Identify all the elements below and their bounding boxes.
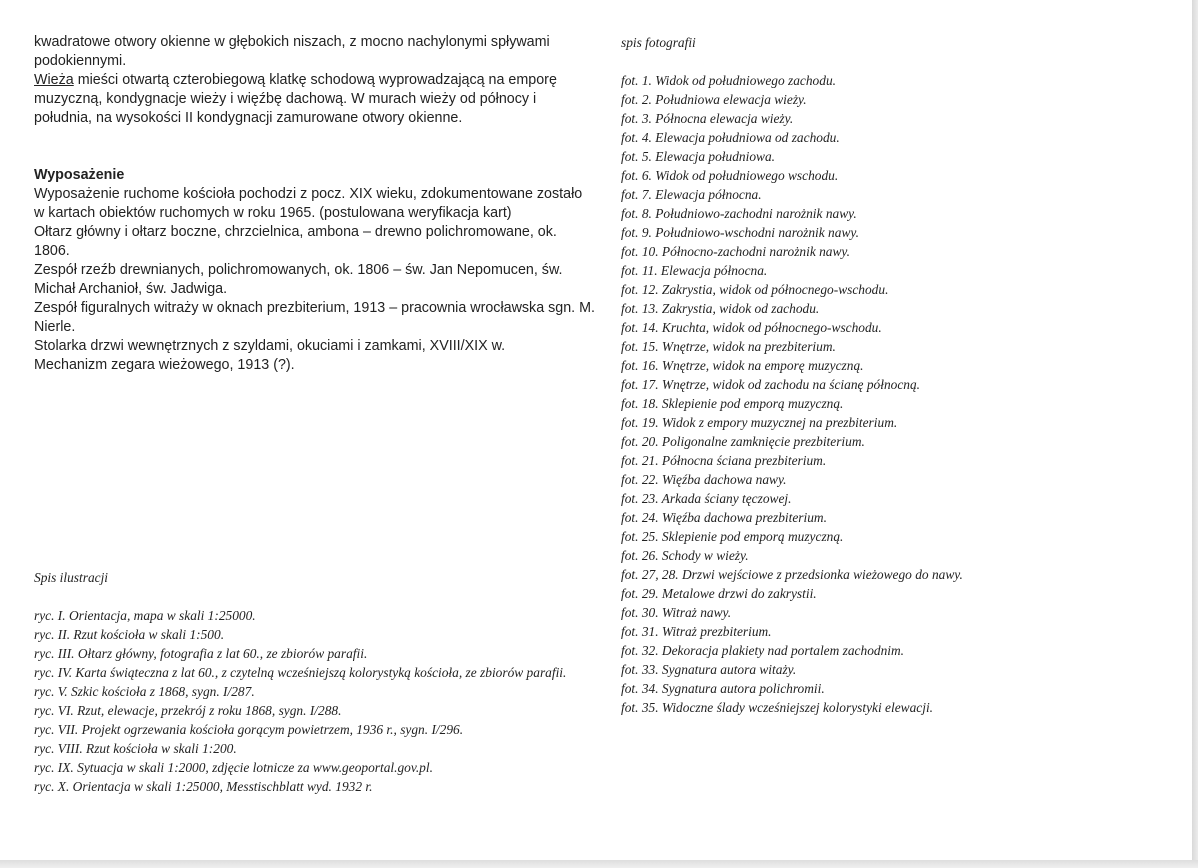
illustrations-list: [34, 568, 594, 796]
photo-item: fot. 18. Sklepienie pod emporą muzyczną.: [621, 396, 844, 411]
photo-item: fot. 33. Sygnatura autora witaży.: [621, 662, 797, 677]
illustration-item: ryc. II. Rzut kościoła w skali 1:500.: [34, 627, 225, 642]
tower-text: mieści otwartą czterobiegową klatkę schodową wyprowadzającą na emporę muzyczną, kondygnacje wieży i więźbę dachową. W murach wieży od północy i południa, na wysokości II kondygnacji zamurowane otwory okienne.: [34, 72, 557, 126]
photo-item: fot. 1. Widok od południowego zachodu.: [621, 73, 836, 88]
photo-item: fot. 5. Elewacja południowa.: [621, 149, 775, 164]
photo-item: fot. 20. Poligonalne zamknięcie prezbiterium.: [621, 434, 865, 449]
photo-item: fot. 23. Arkada ściany tęczowej.: [621, 491, 792, 506]
photo-item: fot. 21. Północna ściana prezbiterium.: [621, 453, 827, 468]
photo-item: fot. 30. Witraż nawy.: [621, 605, 732, 620]
windows-paragraph: kwadratowe otwory okienne w głębokich niszach, z mocno nachylonymi spływami podokiennymi.: [34, 34, 550, 69]
photo-item: fot. 12. Zakrystia, widok od północnego-wschodu.: [621, 282, 889, 297]
illustration-item: ryc. VI. Rzut, elewacje, przekrój z roku 1868, sygn. I/288.: [34, 703, 342, 718]
page-edge-bottom: [0, 860, 1198, 868]
photo-item: fot. 29. Metalowe drzwi do zakrystii.: [621, 586, 817, 601]
illustration-item: ryc. VIII. Rzut kościoła w skali 1:200.: [34, 741, 237, 756]
equipment-line: Ołtarz główny i ołtarz boczne, chrzcielnica, ambona – drewno polichromowane, ok. 1806.: [34, 224, 557, 259]
photo-item: fot. 6. Widok od południowego wschodu.: [621, 168, 839, 183]
description-column: [34, 33, 596, 375]
equipment-line: Stolarka drzwi wewnętrznych z szyldami, okuciami i zamkami, XVIII/XIX w.: [34, 338, 506, 354]
photo-item: fot. 11. Elewacja północna.: [621, 263, 768, 278]
illustration-item: ryc. I. Orientacja, mapa w skali 1:25000.: [34, 608, 256, 623]
illustration-item: ryc. V. Szkic kościoła z 1868, sygn. I/287.: [34, 684, 255, 699]
photo-item: fot. 3. Północna elewacja wieży.: [621, 111, 794, 126]
equipment-line: Mechanizm zegara wieżowego, 1913 (?).: [34, 357, 295, 373]
photos-list: [621, 33, 1141, 717]
illustration-item: ryc. IV. Karta świąteczna z lat 60., z czytelną wcześniejszą kolorystyką kościoła, ze zbiorów parafii.: [34, 665, 567, 680]
photo-item: fot. 4. Elewacja południowa od zachodu.: [621, 130, 840, 145]
illustration-item: ryc. IX. Sytuacja w skali 1:2000, zdjęcie lotnicze za www.geoportal.gov.pl.: [34, 760, 433, 775]
photo-item: fot. 27, 28. Drzwi wejściowe z przedsionka wieżowego do nawy.: [621, 567, 963, 582]
photo-item: fot. 22. Więźba dachowa nawy.: [621, 472, 787, 487]
photo-item: fot. 31. Witraż prezbiterium.: [621, 624, 772, 639]
photo-item: fot. 25. Sklepienie pod emporą muzyczną.: [621, 529, 844, 544]
equipment-line: Wyposażenie ruchome kościoła pochodzi z pocz. XIX wieku, zdokumentowane zostało w kartach obiektów ruchomych w roku 1965. (postulowana weryfikacja kart): [34, 186, 583, 221]
photo-item: fot. 26. Schody w wieży.: [621, 548, 749, 563]
photo-item: fot. 9. Południowo-wschodni narożnik nawy.: [621, 225, 859, 240]
photo-item: fot. 8. Południowo-zachodni narożnik nawy.: [621, 206, 857, 221]
photo-item: fot. 24. Więźba dachowa prezbiterium.: [621, 510, 827, 525]
photo-item: fot. 19. Widok z empory muzycznej na prezbiterium.: [621, 415, 898, 430]
illustration-item: ryc. VII. Projekt ogrzewania kościoła gorącym powietrzem, 1936 r., sygn. I/296.: [34, 722, 464, 737]
illustration-item: ryc. X. Orientacja w skali 1:25000, Messtischblatt wyd. 1932 r.: [34, 779, 373, 794]
photo-item: fot. 7. Elewacja północna.: [621, 187, 762, 202]
page-edge-right: [1192, 0, 1198, 868]
photo-item: fot. 34. Sygnatura autora polichromii.: [621, 681, 825, 696]
photo-item: fot. 10. Północno-zachodni narożnik nawy.: [621, 244, 850, 259]
photo-item: fot. 13. Zakrystia, widok od zachodu.: [621, 301, 820, 316]
equipment-line: Zespół rzeźb drewnianych, polichromowanych, ok. 1806 – św. Jan Nepomucen, św. Michał Archanioł, św. Jadwiga.: [34, 262, 563, 297]
photo-item: fot. 35. Widoczne ślady wcześniejszej kolorystyki elewacji.: [621, 700, 934, 715]
photos-title: spis fotografii: [621, 35, 696, 50]
illustration-item: ryc. III. Ołtarz główny, fotografia z lat 60., ze zbiorów parafii.: [34, 646, 368, 661]
tower-label: Wieża: [34, 72, 74, 88]
photo-item: fot. 14. Kruchta, widok od północnego-wschodu.: [621, 320, 882, 335]
photo-item: fot. 17. Wnętrze, widok od zachodu na ścianę północną.: [621, 377, 921, 392]
photo-item: fot. 16. Wnętrze, widok na emporę muzyczną.: [621, 358, 864, 373]
photo-item: fot. 32. Dekoracja plakiety nad portalem zachodnim.: [621, 643, 905, 658]
tower-paragraph: [34, 71, 596, 128]
photo-item: fot. 2. Południowa elewacja wieży.: [621, 92, 807, 107]
photo-item: fot. 15. Wnętrze, widok na prezbiterium.: [621, 339, 836, 354]
illustrations-title: Spis ilustracji: [34, 570, 109, 585]
equipment-heading: Wyposażenie: [34, 167, 125, 183]
equipment-line: Zespół figuralnych witraży w oknach prezbiterium, 1913 – pracownia wrocławska sgn. M. Nierle.: [34, 300, 595, 335]
